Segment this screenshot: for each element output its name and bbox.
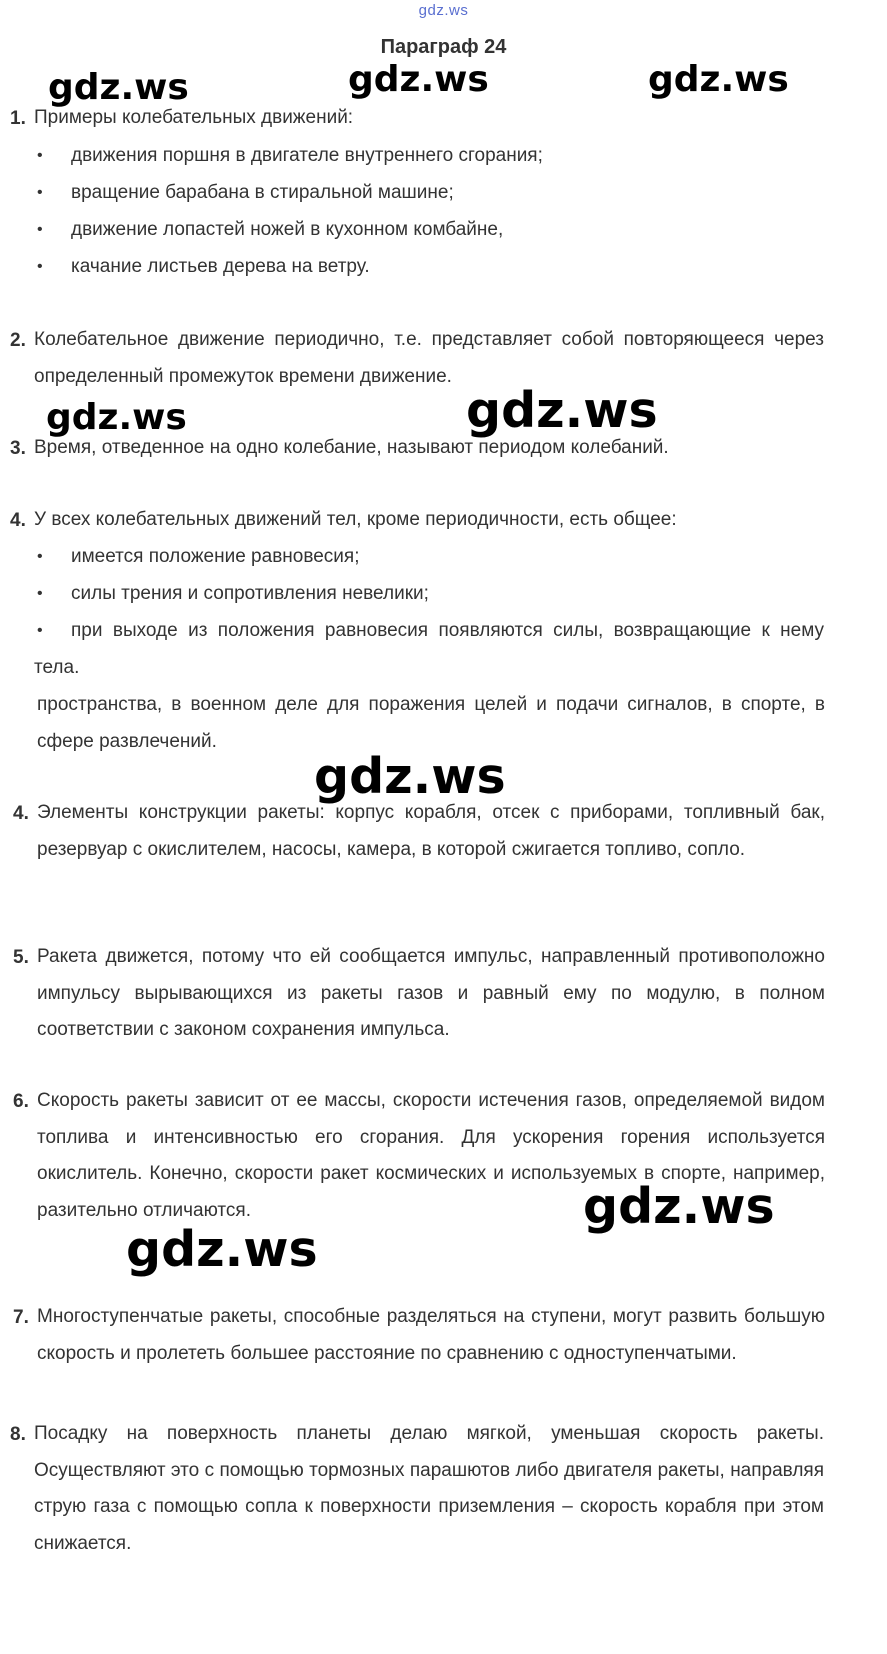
paragraph-text: Примеры колебательных движений:: [34, 107, 354, 128]
item-number: 6.: [13, 1091, 29, 1112]
watermark: gdz.ws: [348, 59, 489, 100]
watermark: gdz.ws: [648, 59, 789, 100]
paragraph-text: Колебательное движение периодично, т.е. представляет собой повторяющееся через определенный промежуток времени движение.: [34, 329, 824, 387]
item-number: 7.: [13, 1307, 29, 1328]
item-number: 4.: [10, 510, 26, 531]
bullet-icon: •: [37, 221, 43, 238]
watermark: gdz.ws: [48, 67, 189, 108]
list-item: [37, 175, 831, 211]
item-number: 8.: [10, 1424, 26, 1445]
list-item: [37, 212, 831, 248]
item-number: 5.: [13, 947, 29, 968]
bullet-icon: •: [37, 548, 43, 565]
watermark: gdz.ws: [126, 1221, 318, 1278]
list-item-text: имеется положение равновесия;: [71, 546, 360, 567]
bullet-icon: •: [37, 585, 43, 602]
list-item: [37, 576, 831, 612]
paragraph-text: Элементы конструкции ракеты: корпус корабля, отсек с приборами, топливный бак, резервуар с окислителем, насосы, камера, в которой сжигается топливо, сопло.: [37, 802, 825, 860]
paragraph-text: Посадку на поверхность планеты делаю мягкой, уменьшая скорость ракеты. Осуществляют это с помощью тормозных парашютов либо двигателя ракеты, направляя струю газа с помощью сопла к поверхности приземления – скорость корабля при этом снижается.: [34, 1423, 824, 1554]
bullet-icon: •: [37, 147, 43, 164]
item-number: 1.: [10, 108, 26, 129]
list-item-text: движения поршня в двигателе внутреннего сгорания;: [71, 145, 543, 166]
list-item-text: движение лопастей ножей в кухонном комбайне,: [71, 219, 504, 240]
list-item: [37, 249, 831, 285]
bullet-icon: •: [37, 258, 43, 275]
paragraph-text: Ракета движется, потому что ей сообщается импульс, направленный противоположно импульсу вырывающихся из ракеты газов и равный ему по модулю, в полном соответствии с законом сохранения импульса.: [37, 946, 825, 1040]
watermark: gdz.ws: [466, 382, 658, 439]
paragraph-text: Многоступенчатые ракеты, способные разделяться на ступени, могут развить большую скорость и пролететь большее расстояние по сравнению с одноступенчатыми.: [37, 1306, 825, 1364]
list-item-text: качание листьев дерева на ветру.: [71, 256, 370, 277]
watermark: gdz.ws: [583, 1178, 775, 1235]
list-item-text: вращение барабана в стиральной машине;: [71, 182, 454, 203]
paragraph-text: У всех колебательных движений тел, кроме периодичности, есть общее:: [34, 509, 677, 530]
bullet-icon: •: [37, 184, 43, 201]
paragraph-text: Скорость ракеты зависит от ее массы, скорости истечения газов, определяемой видом топлива и интенсивностью его сгорания. Для ускорения горения используется окислитель. Конечно, скорости ракет космических и используемых в спорте, например, разительно отличаются.: [37, 1090, 825, 1221]
item-number: 2.: [10, 330, 26, 351]
site-header-link[interactable]: gdz.ws: [418, 2, 469, 19]
watermark: gdz.ws: [46, 397, 187, 438]
paragraph-text: Время, отведенное на одно колебание, называют периодом колебаний.: [34, 437, 669, 458]
list-item: [37, 138, 831, 174]
list-item: [37, 539, 831, 575]
paragraph-fragment: пространства, в военном деле для поражения целей и подачи сигналов, в спорте, в сфере развлечений.: [37, 694, 825, 752]
watermark: gdz.ws: [314, 748, 506, 805]
bullet-icon: •: [37, 622, 43, 639]
list-item-text: при выходе из положения равновесия появляются силы, возвращающие к нему тела.: [34, 620, 824, 678]
item-number: 3.: [10, 438, 26, 459]
list-item-text: силы трения и сопротивления невелики;: [71, 583, 429, 604]
page-title: Параграф 24: [380, 36, 507, 58]
item-number: 4.: [13, 803, 29, 824]
